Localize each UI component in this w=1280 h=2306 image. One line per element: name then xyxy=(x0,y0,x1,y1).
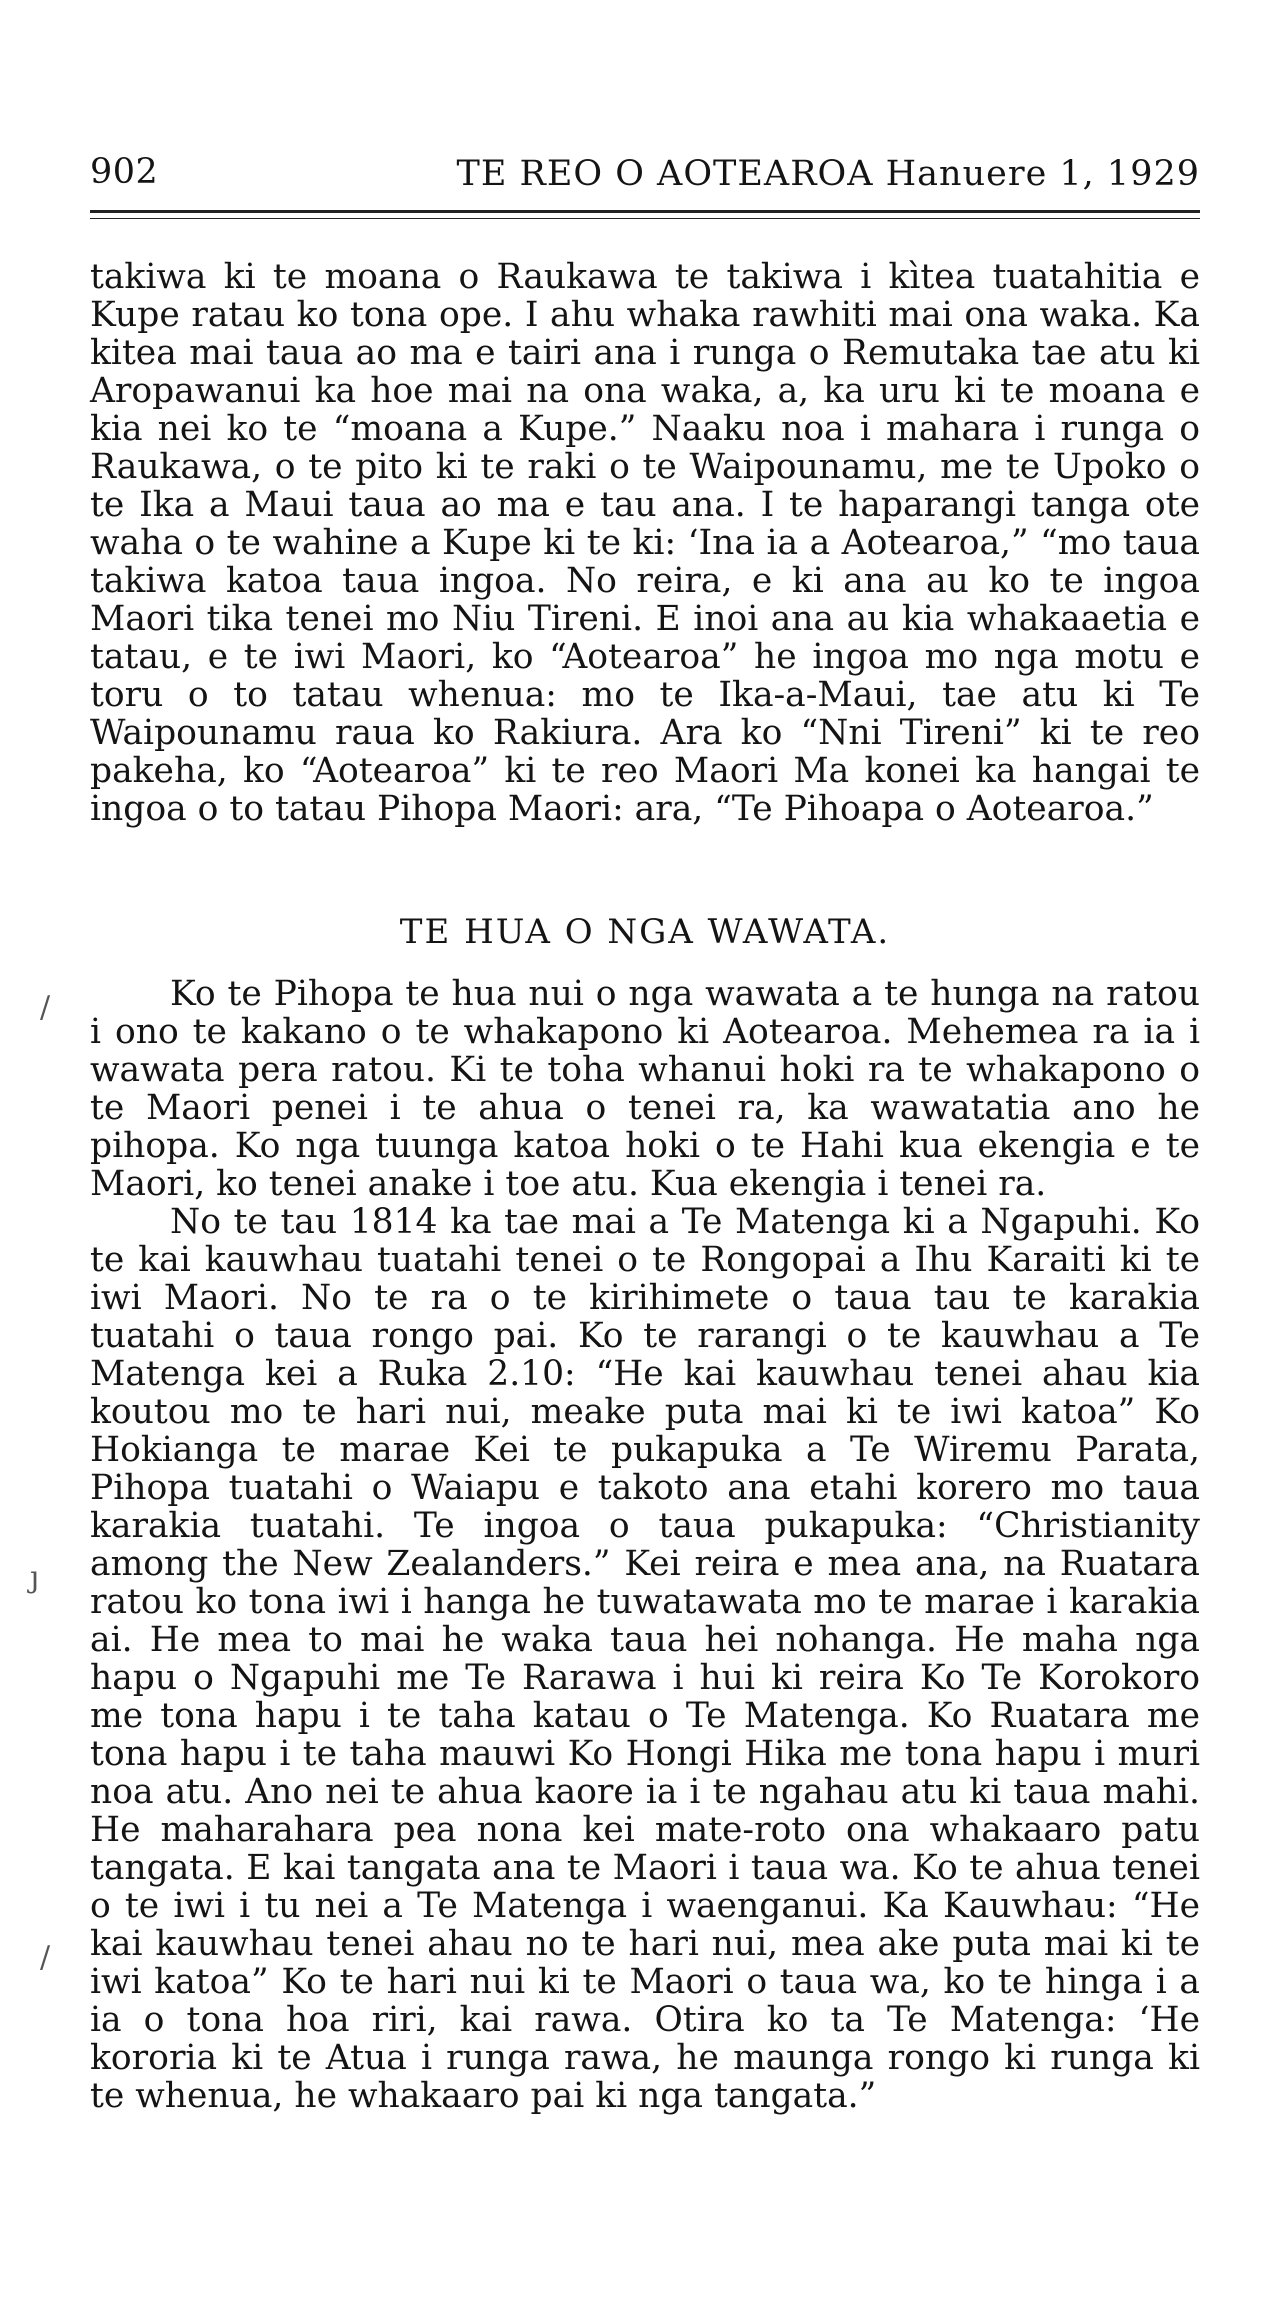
page-number: 902 xyxy=(90,152,159,192)
body-text-section xyxy=(90,975,1200,2115)
section-heading: TE HUA O NGA WAWATA. xyxy=(399,912,891,952)
body-text-top xyxy=(90,258,1200,828)
page-header xyxy=(90,152,1200,202)
margin-mark: ȷ xyxy=(30,1560,40,1595)
paragraph: Ko te Pihopa te hua nui o nga wawata a te hunga na ratou i ono te kakano o te whakapono ki Aotearoa. Mehemea ra ia i wawata pera ratou. Ki te toha whanui hoki ra te whakapono o te Maori penei i te ahua o tenei ra, ka wawatatia ano he pihopa. Ko nga tuunga katoa hoki o te Hahi kua ekengia e te Maori, ko tenei anake i toe atu. Kua ekengia i tenei ra. xyxy=(90,974,1200,1204)
margin-mark: / xyxy=(40,990,51,1025)
running-title: TE REO O AOTEAROA Hanuere 1, 1929 xyxy=(456,154,1200,194)
header-rule xyxy=(90,210,1200,213)
paragraph: takiwa ki te moana o Raukawa te takiwa i kìtea tuatahitia e Kupe ratau ko tona ope. I ahu whaka rawhiti mai ona waka. Ka kitea mai taua ao ma e tairi ana i runga o Remutaka tae atu ki Aropawanui ka hoe mai na ona waka, a, ka uru ki te moana e kia nei ko te “moana a Kupe.” Naaku noa i mahara i runga o Raukawa, o te pito ki te raki o te Waipounamu, me te Upoko o te Ika a Maui taua ao ma e tau ana. I te haparangi tanga ote waha o te wahine a Kupe ki te ki: ‘Ina ia a Aotearoa,” “mo taua takiwa katoa taua ingoa. No reira, e ki ana au ko te ingoa Maori tika tenei mo Niu Tireni. E inoi ana au kia whakaaetia e tatau, e te iwi Maori, ko “Aotearoa” he ingoa mo nga motu e toru o to tatau whenua: mo te Ika-a-Maui, tae atu ki Te Waipounamu raua ko Rakiura. Ara ko “Nni Tireni” ki te reo pakeha, ko “Aotearoa” ki te reo Maori Ma konei ka hangai te ingoa o to tatau Pihopa Maori: ara, “Te Pihoapa o Aotearoa.” xyxy=(90,257,1200,829)
margin-mark: / xyxy=(40,1940,51,1975)
paragraph: No te tau 1814 ka tae mai a Te Matenga ki a Ngapuhi. Ko te kai kauwhau tuatahi tenei o te Rongopai a Ihu Karaiti ki te iwi Maori. No te ra o te kirihimete o taua tau te karakia tuatahi o taua rongo pai. Ko te rarangi o te kauwhau a Te Matenga kei a Ruka 2.10: “He kai kauwhau tenei ahau kia koutou mo te hari nui, meake puta mai ki te iwi katoa” Ko Hokianga te marae Kei te pukapuka a Te Wiremu Parata, Pihopa tuatahi o Waiapu e takoto ana etahi korero mo taua karakia tuatahi. Te ingoa o taua pukapuka: “Christianity among the New Zealanders.” Kei reira e mea ana, na Ruatara ratou ko tona iwi i hanga he tuwatawata mo te marae i karakia ai. He mea to mai he waka taua hei nohanga. He maha nga hapu o Ngapuhi me Te Rarawa i hui ki reira Ko Te Korokoro me tona hapu i te taha katau o Te Matenga. Ko Ruatara me tona hapu i te taha mauwi Ko Hongi Hika me tona hapu i muri noa atu. Ano nei te ahua kaore ia i te ngahau atu ki taua mahi. He maharahara pea nona kei mate-roto ona whakaaro patu tangata. E kai tangata ana te Maori i taua wa. Ko te ahua tenei o te iwi i tu nei a Te Matenga i waenganui. Ka Kauwhau: “He kai kauwhau tenei ahau no te hari nui, mea ake puta mai ki te iwi katoa” Ko te hari nui ki te Maori o taua wa, ko te hinga i a ia o tona hoa riri, kai rawa. Otira ko ta Te Matenga: ‘He kororia ki te Atua i runga rawa, he maunga rongo ki runga ki te whenua, he whakaaro pai ki nga tangata.” xyxy=(90,1202,1200,2116)
header-rule-thin xyxy=(90,218,1200,219)
